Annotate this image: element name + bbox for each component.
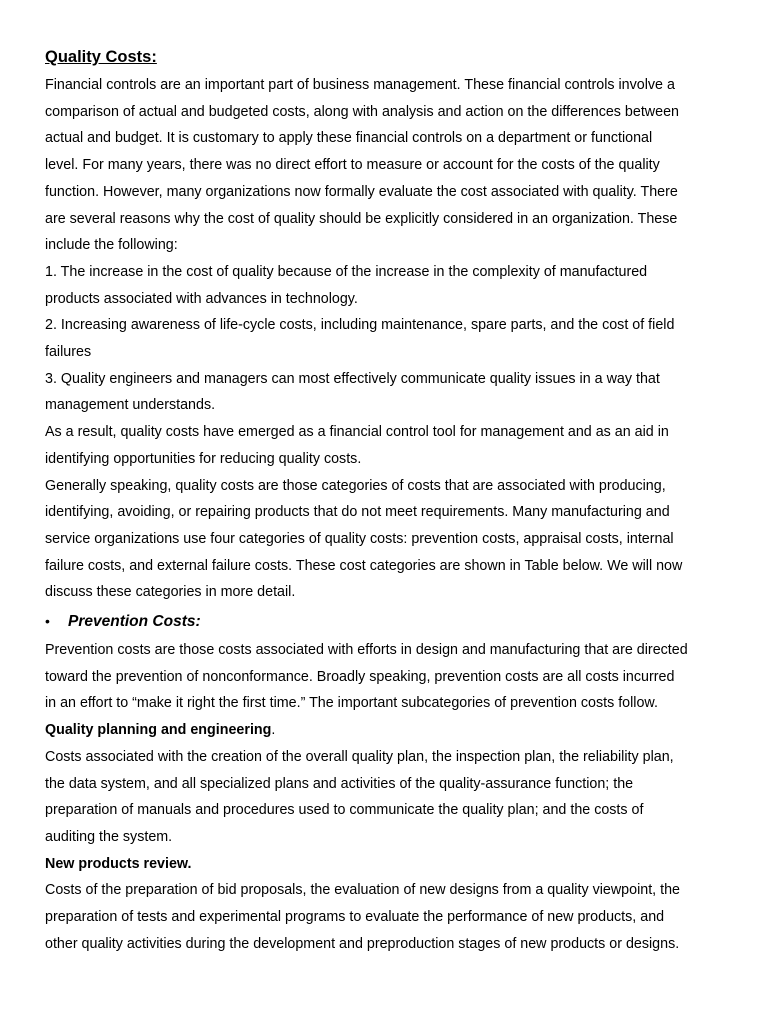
new-products-review-paragraph	[45, 877, 735, 957]
subheading-suffix: .	[271, 722, 276, 739]
quality-planning-paragraph	[45, 744, 735, 851]
text-line: products associated with advances in technology.	[45, 290, 358, 307]
page-title: Quality Costs:	[45, 48, 157, 66]
text-line: other quality activities during the development and preproduction stages of new products or designs.	[45, 935, 680, 952]
document-page	[45, 46, 735, 958]
prevention-paragraph	[45, 637, 735, 717]
text-line: Generally speaking, quality costs are those categories of costs that are associated with producing,	[45, 477, 666, 494]
text-line: comparison of actual and budgeted costs, along with analysis and action on the differences between	[45, 103, 679, 120]
text-line: discuss these categories in more detail.	[45, 584, 296, 601]
text-line: As a result, quality costs have emerged as a financial control tool for management and as an aid in	[45, 424, 669, 441]
text-line: Costs associated with the creation of the overall quality plan, the inspection plan, the reliability plan,	[45, 748, 674, 765]
reasons-list	[45, 259, 735, 419]
text-line: include the following:	[45, 237, 178, 254]
text-line: 1. The increase in the cost of quality because of the increase in the complexity of manufactured	[45, 263, 648, 280]
text-line: are several reasons why the cost of quality should be explicitly considered in an organization. These	[45, 210, 678, 227]
bullet-icon: •	[45, 613, 50, 630]
text-line: identifying opportunities for reducing quality costs.	[45, 450, 362, 467]
text-line: management understands.	[45, 397, 216, 414]
text-line: 3. Quality engineers and managers can most effectively communicate quality issues in a way that	[45, 370, 660, 387]
text-line: Financial controls are an important part of business management. These financial controls involve a	[45, 77, 675, 93]
result-paragraph	[45, 419, 735, 472]
quality-planning-heading	[45, 717, 735, 744]
text-line: Prevention costs are those costs associated with efforts in design and manufacturing that are directed	[45, 642, 688, 659]
text-line: failure costs, and external failure costs. These cost categories are shown in Table below. We will now	[45, 557, 683, 574]
text-line: the data system, and all specialized plans and activities of the quality-assurance function; the	[45, 775, 634, 792]
general-paragraph	[45, 473, 735, 607]
section-heading: Prevention Costs:	[68, 613, 201, 631]
text-line: level. For many years, there was no direct effort to measure or account for the costs of the quality	[45, 157, 660, 174]
text-line: toward the prevention of nonconformance. Broadly speaking, prevention costs are all costs incurred	[45, 668, 675, 685]
text-line: service organizations use four categories of quality costs: prevention costs, appraisal costs, internal	[45, 530, 674, 547]
text-line: auditing the system.	[45, 828, 173, 845]
intro-paragraph	[45, 72, 735, 259]
text-line: failures	[45, 344, 92, 361]
text-line: Costs of the preparation of bid proposals, the evaluation of new designs from a quality viewpoint, the	[45, 882, 680, 899]
text-line: preparation of manuals and procedures used to communicate the quality plan; and the costs of	[45, 802, 644, 819]
text-line: preparation of tests and experimental programs to evaluate the performance of new products, and	[45, 909, 665, 926]
text-line: function. However, many organizations now formally evaluate the cost associated with quality. There	[45, 183, 678, 200]
text-line: actual and budget. It is customary to apply these financial controls on a department or functional	[45, 130, 653, 147]
text-line: in an effort to “make it right the first time.” The important subcategories of prevention costs follow.	[45, 695, 658, 712]
prevention-costs-heading	[45, 606, 735, 637]
subheading-text: Quality planning and engineering	[45, 722, 272, 739]
text-line: identifying, avoiding, or repairing products that do not meet requirements. Many manufacturing and	[45, 504, 670, 521]
text-line: 2. Increasing awareness of life-cycle costs, including maintenance, spare parts, and the cost of field	[45, 317, 675, 334]
new-products-review-heading: New products review.	[45, 855, 192, 872]
